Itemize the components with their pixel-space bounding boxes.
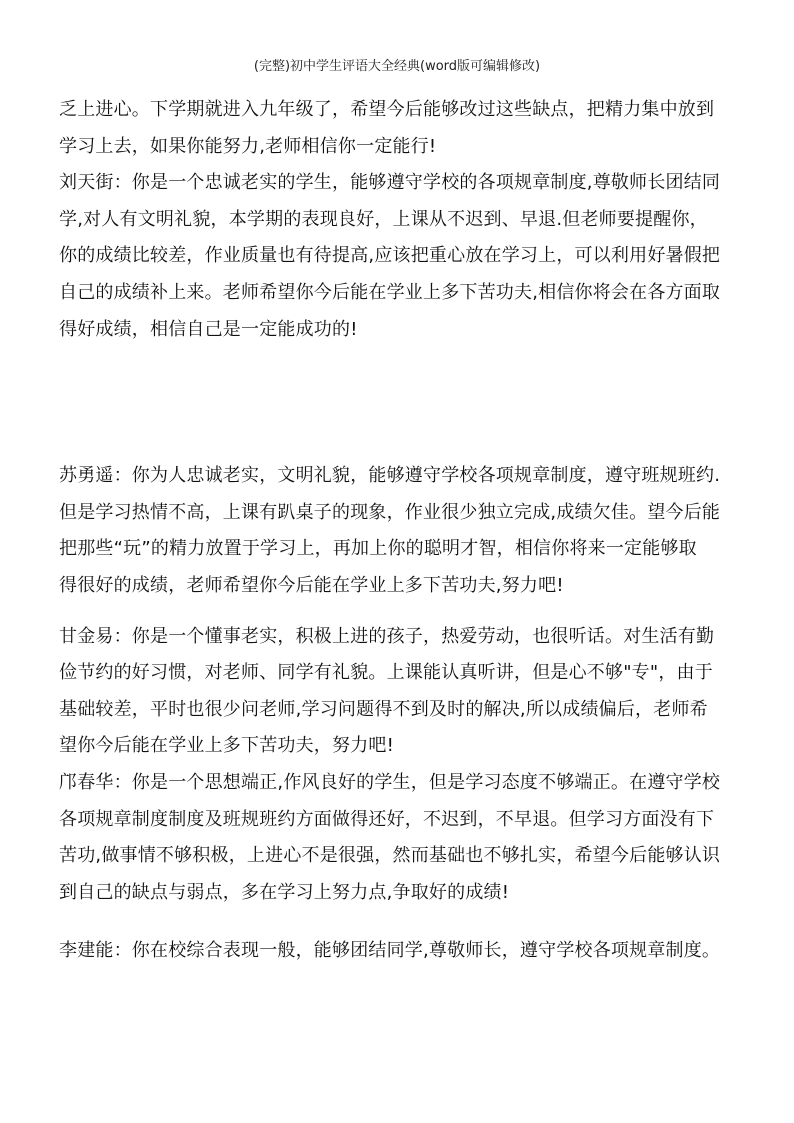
paragraph-continuation: 乏上进心。下学期就进入九年级了，希望今后能够改过这些缺点，把精力集中放到 学习上去，如果你能努力,老师相信你一定能行! bbox=[59, 99, 715, 157]
blank-gap bbox=[59, 348, 749, 458]
document-header: (完整)初中学生评语大全经典(word版可编辑修改) bbox=[253, 59, 541, 74]
paragraph-gan-jinyi: 甘金易：你是一个懂事老实，积极上进的孩子，热爱劳动，也很听话。对生活有勤 俭节约的好习惯，对老师、同学有礼貌。上课能认真听讲，但是心不够"专"，由于 基础较差，平时也很少问老师,学习问题得不到及时的解决,所以成绩偏后，老师希 望你今后能在学业上多下苦功夫，努力吧! bbox=[59, 625, 715, 757]
blank-gap bbox=[59, 605, 749, 619]
paragraph-kuang-chunhua: 邝春华：你是一个思想端正,作风良好的学生，但是学习态度不够端正。在遵守学校 各项规章制度制度及班规班约方面做得还好，不迟到，不早退。但学习方面没有下 苦功,做事情不够积极，上进心不是很强，然而基础也不够扎实，希望今后能够认识 到自己的缺点与弱点，多在学习上努力点,争取好的成绩! bbox=[59, 771, 721, 903]
paragraph-su-yongyao: 苏勇遥：你为人忠诚老实，文明礼貌，能够遵守学校各项规章制度，遵守班规班约. 但是学习热情不高，上课有趴桌子的现象，作业很少独立完成,成绩欠佳。望今后能 把那些“玩”的精力放置于学习上，再加上你的聪明才智，相信你将来一定能够取 得很好的成绩，老师希望你今后能在学业上多下苦功夫,努力吧! bbox=[59, 465, 721, 596]
blank-gap bbox=[59, 911, 749, 933]
paragraph-liu-tianjie: 刘天街：你是一个忠诚老实的学生，能够遵守学校的各项规章制度,尊敬师长团结同 学,对人有文明礼貌，本学期的表现良好，上课从不迟到、早退.但老师要提醒你， 你的成绩比较差，作业质量也有待提高,应该把重心放在学习上，可以利用好暑假把 自己的成绩补上来。老师希望你今后能在学业上多下苦功夫,相信你将会在各方面取 得好成绩，相信自己是一定能成功的! bbox=[59, 172, 721, 340]
document-body bbox=[59, 92, 749, 970]
paragraph-li-jianneng: 李建能：你在校综合表现一般，能够团结同学,尊敬师长，遵守学校各项规章制度。 bbox=[59, 940, 721, 962]
